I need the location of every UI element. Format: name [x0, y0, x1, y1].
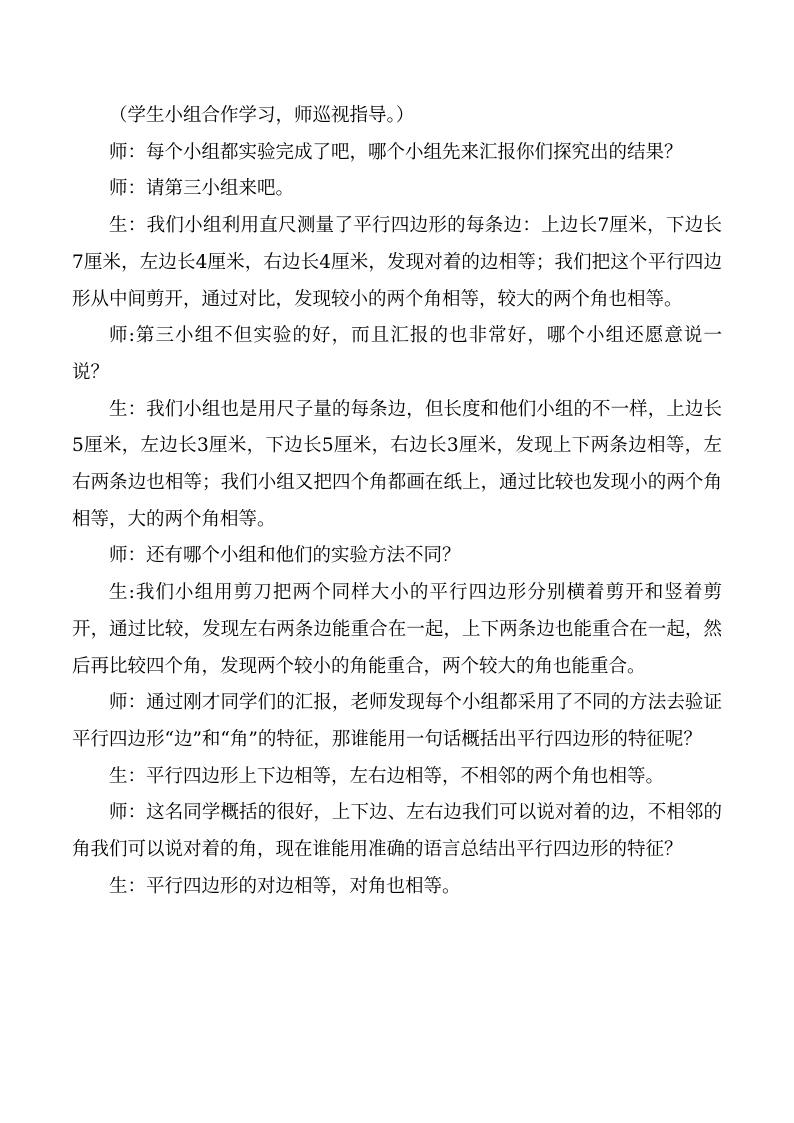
- paragraph-9: 师：通过刚才同学们的汇报，老师发现每个小组都采用了不同的方法去验证平行四边形“边”和“角”的特征，那谁能用一句话概括出平行四边形的特征呢？: [72, 692, 722, 750]
- paragraph-6: 生：我们小组也是用尺子量的每条边，但长度和他们小组的不一样，上边长5厘米，左边长3厘米，下边长5厘米，右边长3厘米，发现上下两条边相等，左右两条边也相等；我们小组又把四个角都画在纸上，通过比较也发现小的两个角相等，大的两个角相等。: [72, 398, 722, 530]
- paragraph-7: 师：还有哪个小组和他们的实验方法不同？: [109, 545, 461, 567]
- paragraph-12: 生：平行四边形的对边相等，对角也相等。: [109, 875, 461, 897]
- paragraph-1: （学生小组合作学习，师巡视指导。）: [109, 105, 415, 126]
- paragraph-3: 师：请第三小组来吧。: [109, 178, 295, 200]
- paragraph-4: 生：我们小组利用直尺测量了平行四边形的每条边：上边长7厘米，下边长7厘米，左边长4厘米，右边长4厘米，发现对着的边相等；我们把这个平行四边形从中间剪开，通过对比，发现较小的两个角相等，较大的两个角也相等。: [72, 215, 722, 310]
- paragraph-8: 生:我们小组用剪刀把两个同样大小的平行四边形分别横着剪开和竖着剪开，通过比较，发现左右两条边能重合在一起，上下两条边也能重合在一起，然后再比较四个角，发现两个较小的角能重合，两个较大的角也能重合。: [72, 582, 722, 677]
- paragraph-11: 师：这名同学概括的很好，上下边、左右边我们可以说对着的边，不相邻的角我们可以说对着的角，现在谁能用准确的语言总结出平行四边形的特征？: [72, 802, 722, 861]
- paragraph-2: 师：每个小组都实验完成了吧，哪个小组先来汇报你们探究出的结果？: [109, 141, 683, 163]
- document-page: [72, 98, 722, 905]
- paragraph-10: 生：平行四边形上下边相等，左右边相等，不相邻的两个角也相等。: [109, 765, 665, 787]
- paragraph-5: 师:第三小组不但实验的好，而且汇报的也非常好，哪个小组还愿意说一说？: [72, 325, 722, 383]
